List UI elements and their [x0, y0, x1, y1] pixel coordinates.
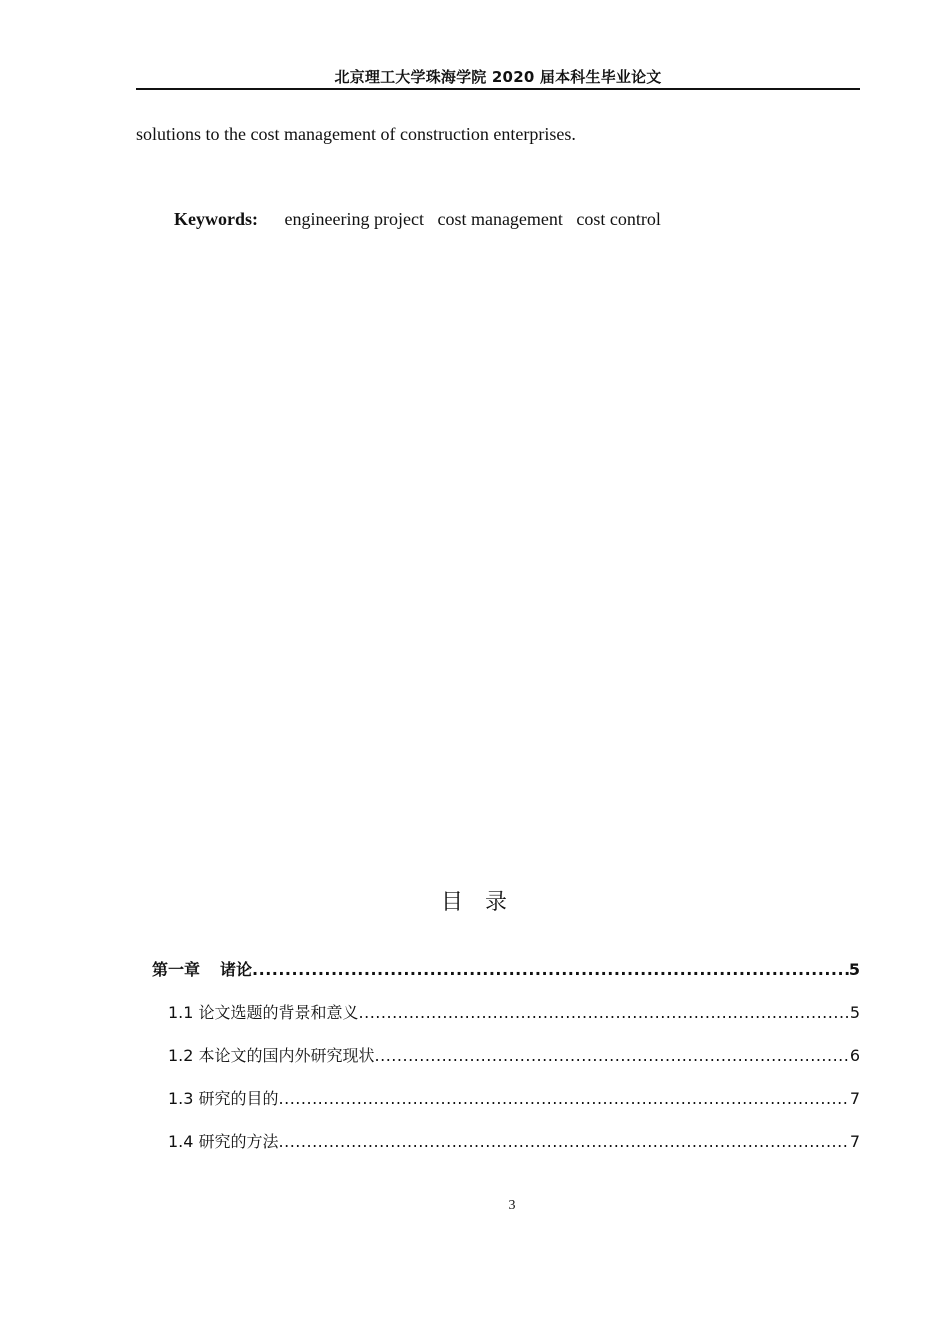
- keyword-item: cost control: [576, 209, 661, 229]
- toc-page-number: 7: [849, 1089, 860, 1108]
- toc-chapter-title: 诸论: [220, 960, 253, 979]
- keywords-label: Keywords:: [174, 209, 258, 229]
- toc-leader-dots: [375, 1044, 850, 1068]
- keyword-item: cost management: [437, 209, 563, 229]
- toc-section-1-1[interactable]: [168, 1001, 860, 1025]
- toc-section-1-3[interactable]: [168, 1087, 860, 1111]
- toc-leader-dots: [279, 1087, 850, 1111]
- toc-page-number: 6: [849, 1046, 860, 1065]
- toc-leader-dots: [279, 1130, 850, 1154]
- toc-page-number: 5: [849, 1003, 860, 1022]
- toc-chapter-1[interactable]: [152, 958, 860, 982]
- toc-section-label: 1.3 研究的目的: [168, 1089, 279, 1108]
- page-header: [136, 66, 860, 90]
- header-title: 北京理工大学珠海学院 2020 届本科生毕业论文: [334, 68, 662, 86]
- toc-section-label: 1.1 论文选题的背景和意义: [168, 1003, 359, 1022]
- toc-chapter-number: 第一章: [152, 960, 201, 979]
- toc-title-right: 录: [485, 890, 510, 915]
- toc-section-label: 1.2 本论文的国内外研究现状: [168, 1046, 375, 1065]
- abstract-text: solutions to the cost management of construction enterprises.: [136, 124, 576, 144]
- toc-section-1-2[interactable]: [168, 1044, 860, 1068]
- toc-leader-dots: [359, 1001, 850, 1025]
- toc-title: [0, 888, 950, 918]
- keywords-line: [174, 207, 670, 231]
- toc-section-1-4[interactable]: [168, 1130, 860, 1154]
- page-number: 3: [508, 1198, 516, 1213]
- toc-title-left: 目: [440, 890, 465, 915]
- toc-leader-dots: [252, 958, 849, 982]
- toc-chapter-label: [152, 958, 252, 982]
- toc-section-label: 1.4 研究的方法: [168, 1132, 279, 1151]
- toc-page-number: 7: [849, 1132, 860, 1151]
- toc-page-number: 5: [848, 960, 860, 979]
- keyword-item: engineering project: [284, 209, 424, 229]
